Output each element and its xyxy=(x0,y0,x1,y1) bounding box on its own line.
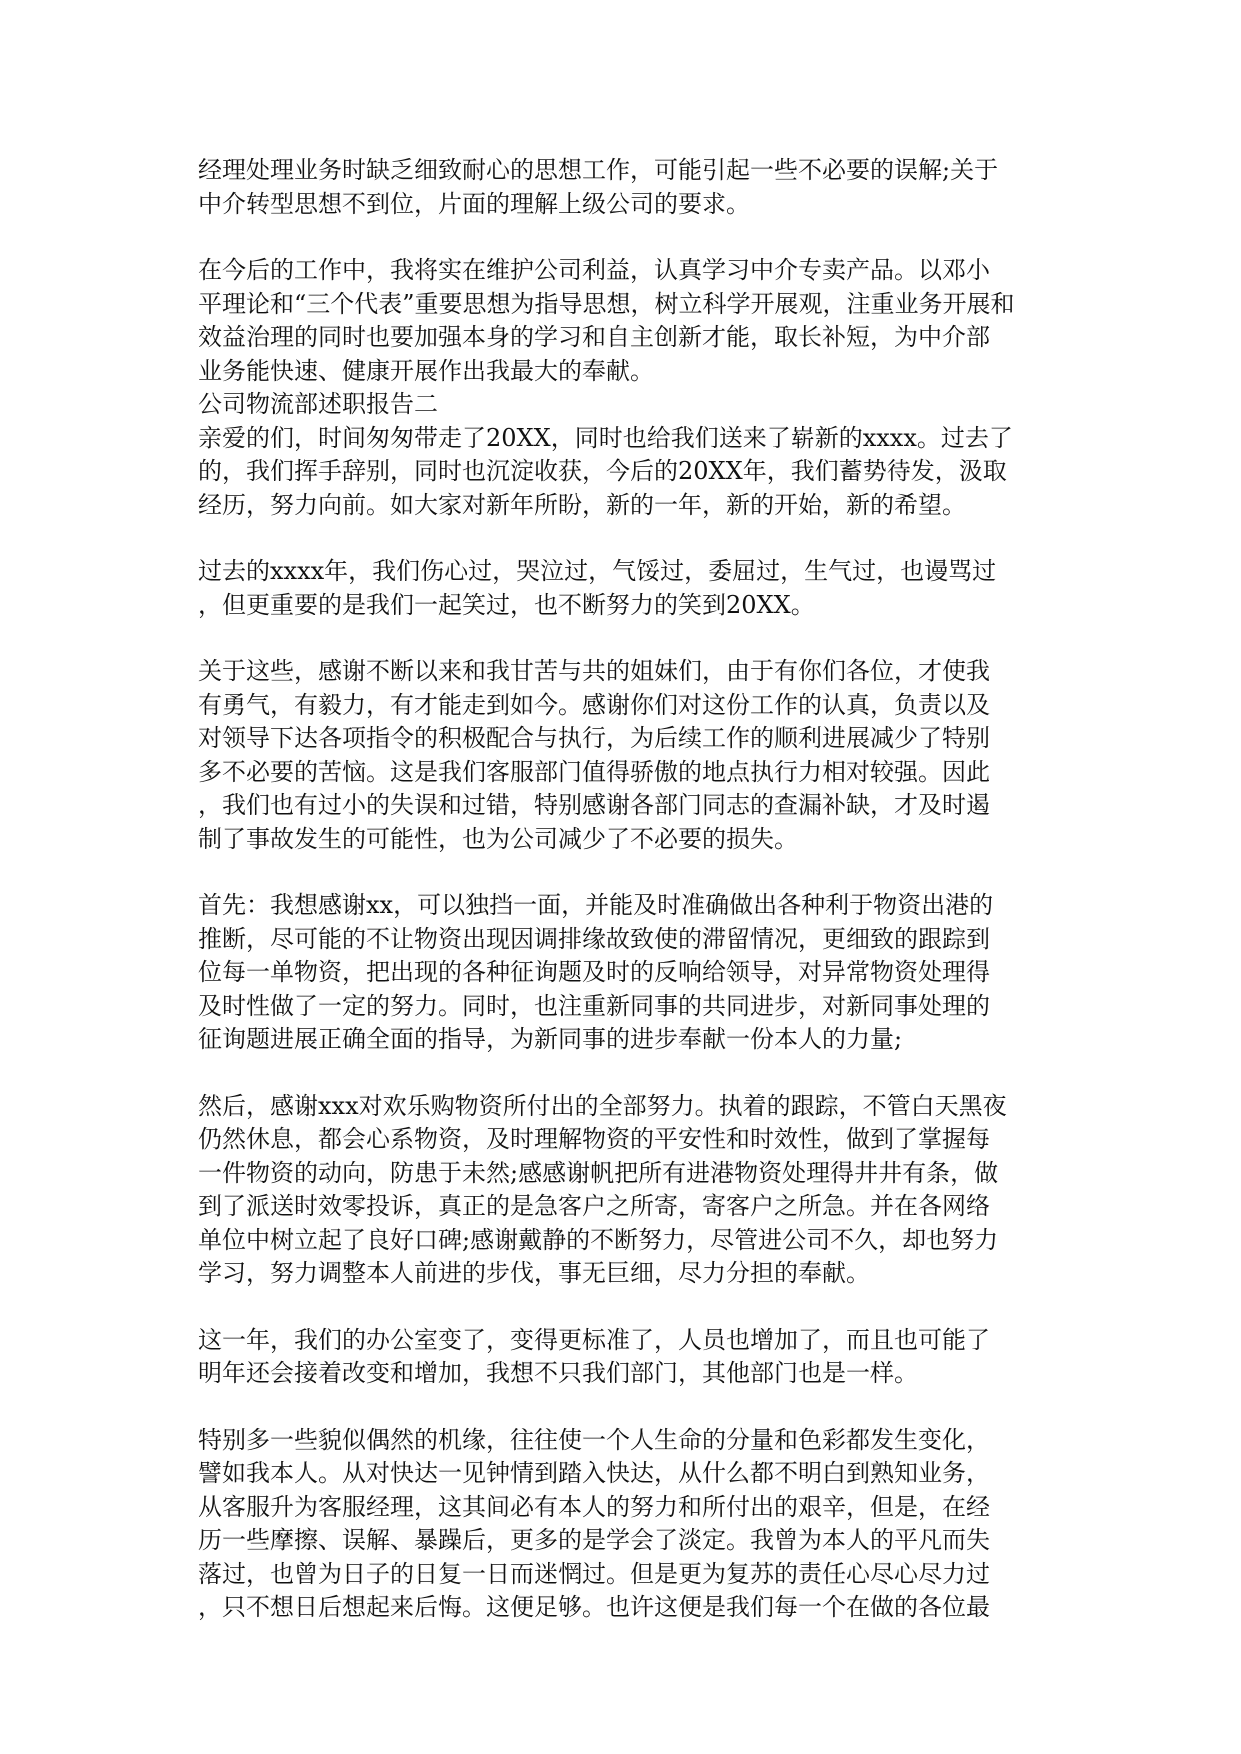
paragraph-office-change xyxy=(198,1324,1043,1391)
text-line: 然后，感谢xxx对欢乐购物资所付出的全部努力。执着的跟踪，不管白天黑夜 xyxy=(198,1091,1007,1120)
text-line: 明年还会接着改变和增加，我想不只我们部门，其他部门也是一样。 xyxy=(198,1359,918,1387)
text-line: 经理处理业务时缺乏细致耐心的思想工作，可能引起一些不必要的误解;关于 xyxy=(198,156,999,184)
text-line: 推断，尽可能的不让物资出现因调排缘故致使的滞留情况，更细致的跟踪到 xyxy=(198,924,990,953)
text-line: 征询题进展正确全面的指导，为新同事的进步奉献一份本人的力量; xyxy=(198,1025,903,1053)
text-line: 平理论和“三个代表”重要思想为指导思想，树立科学开展观，注重业务开展和 xyxy=(198,289,1015,318)
text-line: 学习，努力调整本人前进的步伐，事无巨细，尽力分担的奉献。 xyxy=(198,1259,870,1287)
text-line: 位每一单物资，把出现的各种征询题及时的反响给领导，对异常物资处理得 xyxy=(198,958,990,986)
text-line: 多不必要的苦恼。这是我们客服部门值得骄傲的地点执行力相对较强。因此 xyxy=(198,757,990,786)
text-line: 关于这些，感谢不断以来和我甘苦与共的姐妹们，由于有你们各位，才使我 xyxy=(198,657,990,685)
text-line: 的，我们挥手辞别，同时也沉淀收获，今后的20XX年，我们蓄势待发，汲取 xyxy=(198,457,1007,485)
text-line: ，只不想日后想起来后悔。这便足够。也许这便是我们每一个在做的各位最 xyxy=(198,1593,990,1621)
text-line: 落过，也曾为日子的日复一日而迷惘过。但是更为复苏的责任心尽心尽力过 xyxy=(198,1559,990,1588)
text-line: 中介转型思想不到位，片面的理解上级公司的要求。 xyxy=(198,189,750,218)
text-line: 及时性做了一定的努力。同时，也注重新同事的共同进步，对新同事处理的 xyxy=(198,991,990,1020)
text-line: 仍然休息，都会心系物资，及时理解物资的平安性和时效性，做到了掌握每 xyxy=(198,1125,990,1153)
paragraph-intro xyxy=(198,154,1043,221)
paragraph-future-work xyxy=(198,254,1043,388)
text-line: 亲爱的们，时间匆匆带走了20XX，同时也给我们送来了崭新的xxxx。过去了 xyxy=(198,423,1013,452)
paragraph-thanks-team xyxy=(198,655,1043,856)
text-line: 效益治理的同时也要加强本身的学习和自主创新才能，取长补短，为中介部 xyxy=(198,323,990,351)
text-line: ，我们也有过小的失误和过错，特别感谢各部门同志的查漏补缺，才及时遏 xyxy=(198,791,990,819)
paragraph-greeting xyxy=(198,422,1043,523)
paragraph-past-year xyxy=(198,555,1043,622)
text-line: 制了事故发生的可能性，也为公司减少了不必要的损失。 xyxy=(198,824,798,853)
report-title: 公司物流部述职报告二 xyxy=(198,390,438,418)
text-line: ，但更重要的是我们一起笑过，也不断努力的笑到20XX。 xyxy=(198,590,815,619)
text-line: 一件物资的动向，防患于未然;感感谢帆把所有进港物资处理得井井有条，做 xyxy=(198,1158,999,1187)
text-line: 譬如我本人。从对快达一见钟情到踏入快达，从什么都不明白到熟知业务， xyxy=(198,1459,990,1487)
text-line: 经历，努力向前。如大家对新年所盼，新的一年，新的开始，新的希望。 xyxy=(198,490,966,519)
text-line: 业务能快速、健康开展作出我最大的奉献。 xyxy=(198,356,654,385)
paragraph-first-thanks xyxy=(198,889,1043,1057)
paragraph-then-thanks xyxy=(198,1090,1043,1291)
text-line: 对领导下达各项指令的积极配合与执行，为后续工作的顺利进展减少了特别 xyxy=(198,724,990,752)
text-line: 首先：我想感谢xx，可以独挡一面，并能及时准确做出各种利于物资出港的 xyxy=(198,891,994,919)
text-line: 特别多一些貌似偶然的机缘，往往使一个人生命的分量和色彩都发生变化， xyxy=(198,1425,990,1454)
text-line: 过去的xxxx年，我们伤心过，哭泣过，气馁过，委屈过，生气过，也谩骂过 xyxy=(198,557,997,585)
text-line: 在今后的工作中，我将实在维护公司利益，认真学习中介专卖产品。以邓小 xyxy=(198,256,990,284)
paragraph-personal-reflection xyxy=(198,1424,1043,1625)
document-body xyxy=(198,154,1043,1625)
text-line: 有勇气，有毅力，有才能走到如今。感谢你们对这份工作的认真，负责以及 xyxy=(198,690,990,719)
text-line: 从客服升为客服经理，这其间必有本人的努力和所付出的艰辛，但是，在经 xyxy=(198,1492,990,1521)
section-heading xyxy=(198,388,1043,422)
text-line: 历一些摩擦、误解、暴躁后，更多的是学会了淡定。我曾为本人的平凡而失 xyxy=(198,1526,990,1554)
text-line: 单位中树立起了良好口碑;感谢戴静的不断努力，尽管进公司不久，却也努力 xyxy=(198,1225,999,1254)
text-line: 到了派送时效零投诉，真正的是急客户之所寄，寄客户之所急。并在各网络 xyxy=(198,1192,990,1220)
text-line: 这一年，我们的办公室变了，变得更标准了，人员也增加了，而且也可能了 xyxy=(198,1325,990,1354)
